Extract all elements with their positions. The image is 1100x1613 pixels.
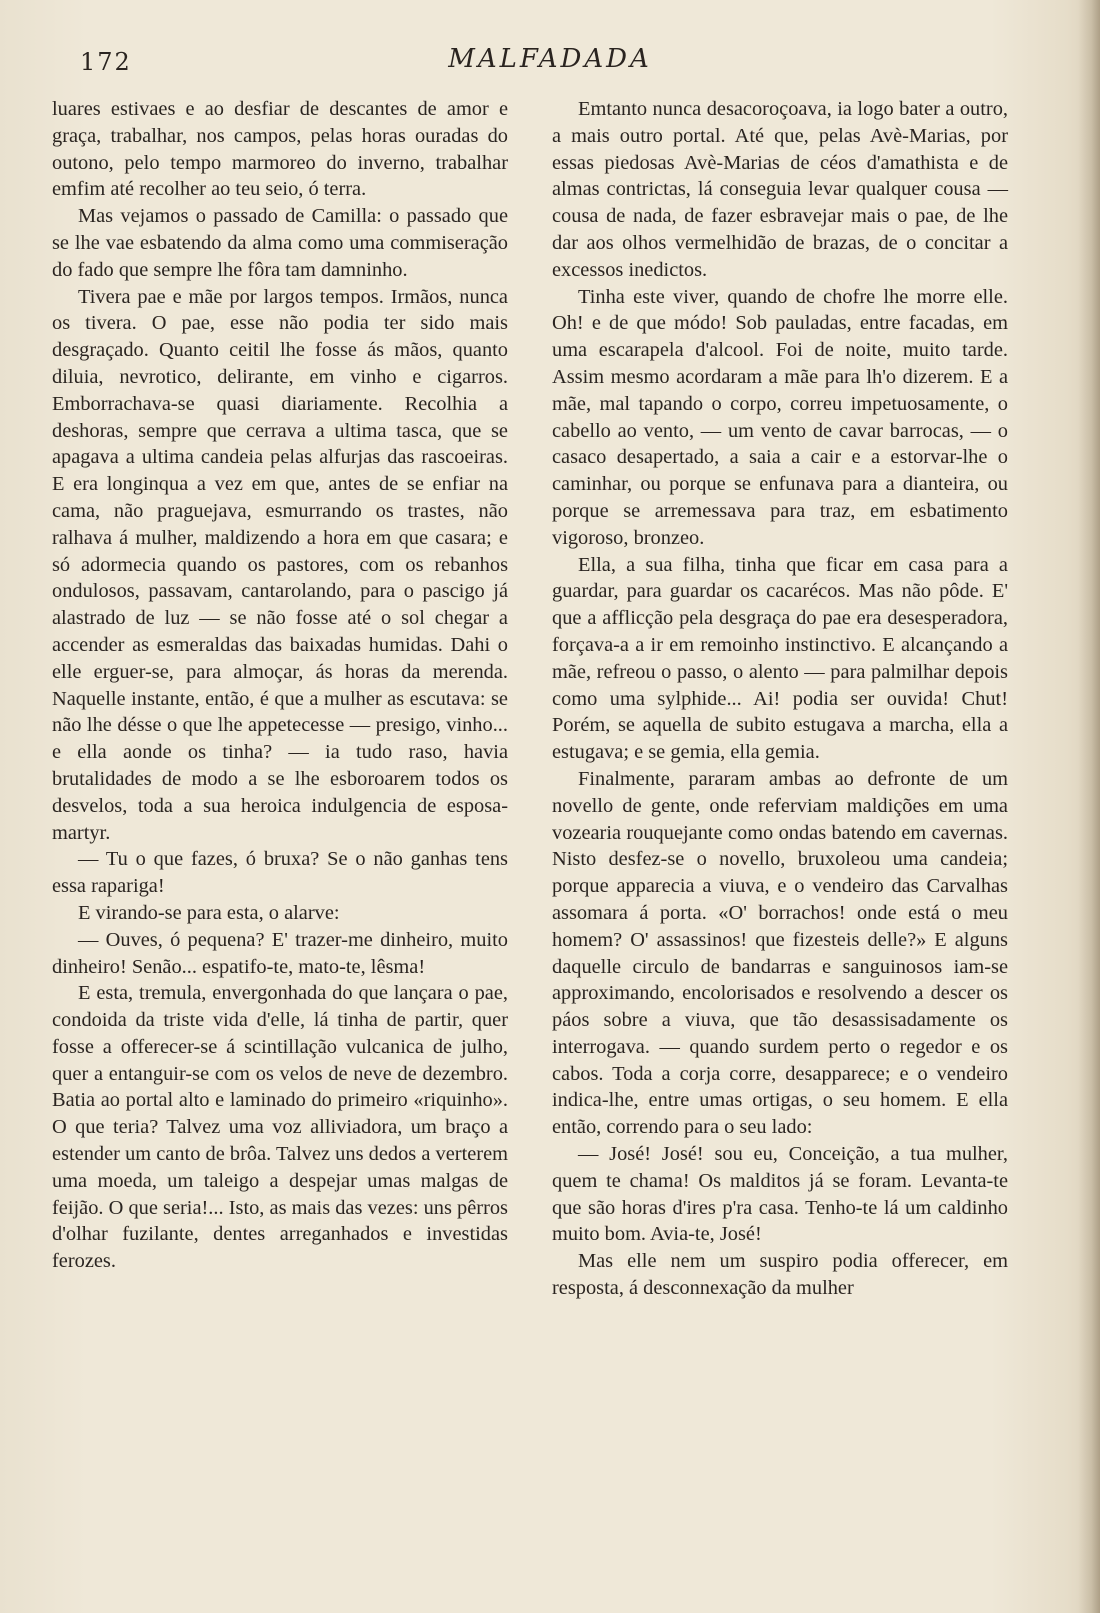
running-title: MALFADADA [448,44,652,74]
paragraph: Tivera pae e mãe por largos tempos. Irmãos, nunca os tivera. O pae, esse não podia ter sido mais desgraçado. Quanto ceitil lhe fosse ás mãos, quanto diluia, nevrotico, delirante, em vinho e cigarros. Emborrachava-se quasi diariamente. Recolhia a deshoras, sempre que cerrava a ultima tasca, que se apagava a ultima candeia pelas alfurjas das rascoeiras. E era longinqua a vez em que, antes de se enfiar na cama, não praguejava, esmurrando os trastes, não ralhava á mulher, maldizendo a hora em que casara; e só adormecia quando os pastores, com os rebanhos ondulosos, passavam, cantarolando, para o pascigo já alastrado de luz — se não fosse até o sol chegar a accender as esmeraldas das baixadas humidas. Dahi o elle erguer-se, para almoçar, ás horas da merenda. Naquelle instante, então, é que a mulher as escutava: se não lhe désse o que lhe appetecesse — presigo, vinho... e ella aonde os tinha? — ia tudo raso, havia brutalidades de modo a se lhe esboroarem todos os desvelos, toda a sua heroica indulgencia de esposa-martyr. [52,285,508,844]
page-header [0,44,1100,84]
paragraph: Mas elle nem um suspiro podia offerecer, em resposta, á desconnexação da mulher [552,1250,1008,1300]
paragraph: — Tu o que fazes, ó bruxa? Se o não ganhas tens essa rapariga! [52,848,508,898]
paragraph: — Ouves, ó pequena? E' trazer-me dinheiro, muito dinheiro! Senão... espatifo-te, mato-te, lêsma! [52,928,508,978]
paragraph: luares estivaes e ao desfiar de descantes de amor e graça, trabalhar, nos campos, pelas horas ouradas do outono, pelo tempo marmoreo do inverno, trabalhar emfim até recolher ao teu seio, ó terra. [52,98,508,201]
paragraph: E esta, tremula, envergonhada do que lançara o pae, condoida da triste vida d'elle, lá tinha de partir, quer fosse a offerecer-se á scintillação vulcanica de julho, quer a entanguir-se com os velos de neve de dezembro. Batia ao portal alto e laminado do primeiro «riquinho». O que teria? Talvez uma voz alliviadora, um braço a estender um canto de brôa. Talvez uns dedos a verterem uma moeda, um taleigo a despejar umas malgas de feijão. O que seria!... Isto, as mais das vezes: uns pêrros d'olhar fuzilante, dentes arreganhados e investidas ferozes. [52,982,508,1273]
right-column [552,96,1008,1302]
paragraph: Ella, a sua filha, tinha que ficar em casa para a guardar, para guardar os cacarécos. Mas não pôde. E' que a afflicção pela desgraça do pae era desesperadora, forçava-a a ir em remoinho instinctivo. E alcançando a mãe, refreou o passo, o alento — para palmilhar depois como uma sylphide... Ai! podia ser ouvida! Chut! Porém, se aquella de subito estugava a marcha, ella a estugava; e se gemia, ella gemia. [552,553,1008,764]
left-column [52,96,508,1275]
paragraph: — José! José! sou eu, Conceição, a tua mulher, quem te chama! Os malditos já se foram. Levanta-te que são horas d'ires p'ra casa. Tenho-te lá um caldinho muito bom. Avia-te, José! [552,1143,1008,1246]
page-number: 172 [80,48,132,76]
paragraph: Finalmente, pararam ambas ao defronte de um novello de gente, onde referviam maldições em uma vozearia rouquejante como ondas batendo em cavernas. Nisto desfez-se o novello, bruxoleou uma candeia; porque apparecia a viuva, e o vendeiro das Carvalhas assomara á porta. «O' borrachos! onde está o meu homem? O' assassinos! que fizesteis delle?» E alguns daquelle circulo de bandarras e sanguinosos iam-se approximando, encolorisados e resolvendo a descer os páos sobre a viuva, que tão desassisadamente os interrogava. — quando surdem perto o regedor e os cabos. Toda a corja corre, desapparece; e o vendeiro indica-lhe, entre umas ortigas, o seu homem. E ella então, correndo para o seu lado: [552,767,1008,1139]
paragraph: E virando-se para esta, o alarve: [78,901,340,924]
page-edge-shadow [1078,0,1100,1613]
paragraph: Mas vejamos o passado de Camilla: o passado que se lhe vae esbatendo da alma como uma commiseração do fado que sempre lhe fôra tam damninho. [52,205,508,281]
paragraph: Emtanto nunca desacoroçoava, ia logo bater a outro, a mais outro portal. Até que, pelas Avè-Marias, por essas piedosas Avè-Marias de céos d'amathista e de almas contrictas, lá conseguia levar qualquer cousa — cousa de nada, de fazer esbravejar mais o pae, de lhe dar aos olhos vermelhidão de brazas, de o concitar a excessos inedictos. [552,98,1008,281]
paragraph: Tinha este viver, quando de chofre lhe morre elle. Oh! e de que módo! Sob pauladas, entre facadas, em uma escarapela d'alcool. Foi de noite, muito tarde. Assim mesmo acordaram a mãe para lh'o dizerem. E a mãe, mal tapando o corpo, correu impetuosamente, o cabello ao vento, — um vento de cavar barrocas, — o casaco desapertado, a saia a cair e a estorvar-lhe o caminhar, ou porque se enfunava para a dianteira, ou porque se arremessava para traz, em esbatimento vigoroso, bronzeo. [552,285,1008,549]
